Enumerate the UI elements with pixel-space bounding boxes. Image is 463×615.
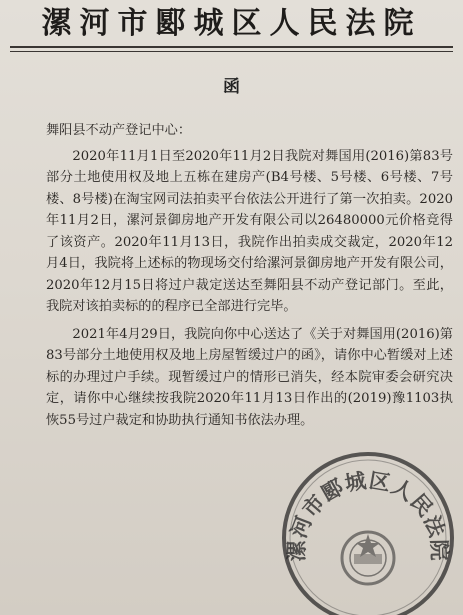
paragraph-2: 2021年4月29日，我院向你中心送达了《关于对舞国用(2016)第83号部分土地使用权及地上房屋暂缓过户的函》，请你中心暂缓对上述标的办理过户手续。现暂缓过户的情形已消失，经本院审委会研究决定，请你中心继续按我院2020年11月13日作出的(2019)豫1103执恢55号过户裁定和协助执行通知书依法办理。 <box>46 326 453 428</box>
letterhead: 漯河市郾城区人民法院 <box>41 6 422 41</box>
header-rule-thin <box>10 51 453 52</box>
letter-body <box>46 120 453 431</box>
document-title: 函 <box>223 77 240 97</box>
paragraph-1: 2020年11月1日至2020年11月2日我院对舞国用(2016)第83号部分土地使用权及地上五栋在建房产(B4号楼、5号楼、6号楼、7号楼、8号楼)在淘宝网司法拍卖平台依法公开进行了第一次拍卖。2020年11月2日，漯河景御房地产开发有限公司以26480000元价格竞得了该资产。2020年11月13日，我院作出拍卖成交裁定，2020年12月4日，我院将上述标的物现场交付给漯河景御房地产开发有限公司，2020年12月15日将过户裁定送达至舞阳县不动产登记部门。至此，我院对该拍卖标的的程序已全部进行完毕。 <box>46 148 453 314</box>
seal-text: 漯河市郾城区人民法院 <box>283 467 453 562</box>
official-seal-stamp <box>278 448 458 615</box>
recipient-line: 舞阳县不动产登记中心： <box>46 123 192 138</box>
national-emblem-icon <box>342 532 394 584</box>
header-rule-thick <box>10 46 453 48</box>
